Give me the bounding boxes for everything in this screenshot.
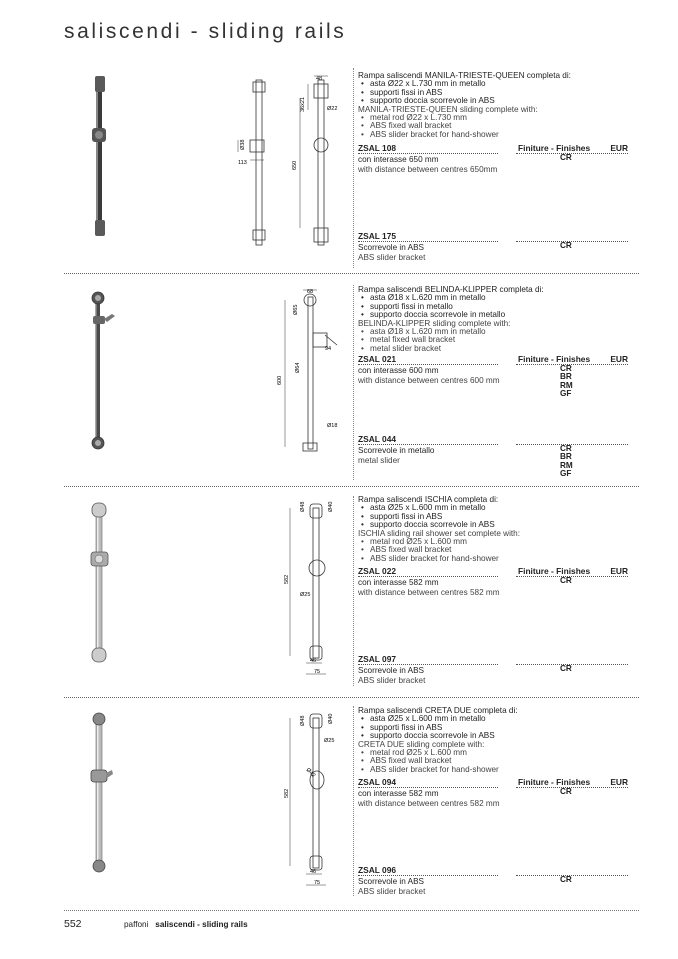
code-row: [358, 143, 628, 153]
dim-label: Ø25: [324, 738, 335, 744]
description-it: con interasse 650 mm: [358, 155, 439, 164]
finish-code: CR: [560, 664, 572, 673]
footer-brand: [124, 920, 248, 929]
product-code: ZSAL 022: [358, 566, 397, 576]
technical-drawing-belinda: [265, 285, 355, 470]
product-description: [358, 707, 628, 774]
section-divider: [64, 486, 639, 487]
technical-drawing-creta-due: [280, 708, 350, 893]
dim-label: 46: [310, 869, 317, 875]
code-description: [358, 366, 500, 385]
dim-label: 600: [277, 375, 283, 385]
code-row: [358, 777, 628, 787]
finishes-header: Finiture - Finishes: [518, 143, 591, 153]
eur-header: EUR: [610, 566, 628, 576]
list-item: • asta Ø22 x L.730 mm in metallo: [370, 80, 628, 88]
code-description: [358, 446, 434, 465]
description-intro-en: MANILA-TRIESTE-QUEEN sliding complete with:: [358, 104, 538, 114]
finish-list: [560, 365, 573, 399]
finish-list: [560, 788, 572, 796]
product-photo-ischia: [82, 500, 117, 670]
finishes-header: Finiture - Finishes: [518, 566, 591, 576]
column-separator: [353, 496, 354, 686]
dim-label: 36x21: [300, 97, 306, 112]
list-item: • ABS slider bracket for hand-shower: [370, 555, 628, 563]
eur-header: EUR: [610, 354, 628, 364]
finish-code: GF: [560, 389, 572, 399]
finish-code: CR: [560, 241, 572, 250]
description-en: ABS slider bracket: [358, 886, 426, 896]
code-description: [358, 789, 500, 808]
list-item: • asta Ø18 x L.620 mm in metallo: [370, 328, 628, 336]
code-row: [358, 865, 628, 875]
list-item: • metal slider bracket: [370, 345, 628, 353]
column-separator: [353, 68, 354, 268]
dim-label: 582: [284, 788, 290, 798]
finish-list: [560, 577, 572, 585]
dim-label: 75: [314, 880, 321, 886]
product-description: [358, 496, 628, 563]
product-code: ZSAL 108: [358, 143, 397, 153]
description-it: con interasse 600 mm: [358, 366, 439, 375]
description-en: with distance between centres 582 mm: [358, 798, 500, 808]
technical-drawing-manila: [230, 70, 345, 260]
list-item: • supporto doccia scorrevole in ABS: [370, 521, 628, 529]
product-photo-belinda: [82, 288, 117, 458]
dim-label: 94: [325, 346, 332, 352]
finishes-header: Finiture - Finishes: [518, 777, 591, 787]
product-description: [358, 72, 628, 139]
footer-section: saliscendi - sliding rails: [155, 920, 248, 929]
list-item: • supporto doccia scorrevole in metallo: [370, 311, 628, 319]
product-code: ZSAL 044: [358, 434, 397, 444]
dim-label: 75: [314, 669, 321, 675]
list-item: • metal rod Ø22 x L.730 mm: [370, 114, 628, 122]
description-en: metal slider: [358, 455, 400, 465]
finish-code: GF: [560, 469, 572, 479]
dim-label: 113: [238, 160, 247, 166]
code-description: [358, 155, 497, 174]
list-item: • supporti fissi in metallo: [370, 303, 628, 311]
column-separator: [353, 706, 354, 896]
list-item: • asta Ø25 x L.600 mm in metallo: [370, 715, 628, 723]
finish-code: BR: [560, 452, 572, 462]
dim-label: 46: [310, 658, 317, 664]
code-row: [358, 566, 628, 576]
list-item: • metal fixed wall bracket: [370, 336, 628, 344]
description-intro-it: Rampa saliscendi MANILA-TRIESTE-QUEEN completa di:: [358, 71, 571, 80]
description-it: Scorrevole in ABS: [358, 666, 424, 675]
description-intro-it: Rampa saliscendi BELINDA-KLIPPER completa di:: [358, 285, 544, 294]
description-it: Scorrevole in ABS: [358, 877, 424, 886]
list-item: • supporti fissi in ABS: [370, 89, 628, 97]
product-description: [358, 286, 628, 353]
description-en: with distance between centres 582 mm: [358, 587, 500, 597]
product-code: ZSAL 094: [358, 777, 397, 787]
product-code: ZSAL 097: [358, 654, 397, 664]
finish-code: BR: [560, 372, 572, 382]
list-item: • ABS fixed wall bracket: [370, 122, 628, 130]
dim-label: Ø64: [295, 362, 301, 373]
description-intro-it: Rampa saliscendi ISCHIA completa di:: [358, 495, 499, 504]
finish-code: CR: [560, 787, 572, 796]
technical-drawing-ischia: [280, 498, 350, 683]
description-en: with distance between centres 650mm: [358, 164, 498, 174]
list-item: • ABS fixed wall bracket: [370, 546, 628, 554]
product-code: ZSAL 021: [358, 354, 397, 364]
brand-name: paffoni: [124, 920, 149, 929]
dim-label: Ø42: [304, 767, 317, 779]
eur-header: EUR: [610, 777, 628, 787]
product-photo-manila: [86, 70, 116, 240]
footer-divider: [64, 910, 639, 911]
finish-code: CR: [560, 364, 572, 373]
eur-header: EUR: [610, 143, 628, 153]
description-intro-en: BELINDA-KLIPPER sliding complete with:: [358, 318, 511, 328]
list-item: • ABS slider bracket for hand-shower: [370, 131, 628, 139]
description-it: Scorrevole in metallo: [358, 446, 435, 455]
page-title: saliscendi - sliding rails: [64, 20, 347, 43]
description-en: with distance between centres 600 mm: [358, 375, 500, 385]
page-number: 552: [64, 918, 82, 930]
product-code: ZSAL 096: [358, 865, 397, 875]
finish-code: RM: [560, 380, 573, 390]
code-row: [358, 354, 628, 364]
dim-label: Ø22: [327, 106, 338, 112]
dim-label: Ø25: [300, 592, 311, 598]
description-it: Scorrevole in ABS: [358, 243, 424, 252]
code-row: [358, 434, 628, 444]
section-divider: [64, 697, 639, 698]
dim-label: Ø48: [300, 715, 306, 726]
list-item: • ABS slider bracket for hand-shower: [370, 766, 628, 774]
finish-list: [560, 445, 573, 479]
dim-label: Ø40: [328, 713, 334, 724]
dim-label: 582: [284, 574, 290, 584]
finish-list: [560, 876, 572, 884]
dim-label: Ø48: [300, 501, 306, 512]
description-intro-en: CRETA DUE sliding complete with:: [358, 739, 485, 749]
list-item: • asta Ø25 x L.600 mm in metallo: [370, 504, 628, 512]
description-en: ABS slider bracket: [358, 252, 426, 262]
code-description: [358, 578, 500, 597]
dim-label: 48: [316, 76, 323, 82]
finish-list: [560, 665, 572, 673]
finish-list: [560, 154, 572, 162]
list-item: • supporto doccia scorrevole in ABS: [370, 97, 628, 105]
description-intro-it: Rampa saliscendi CRETA DUE completa di:: [358, 706, 518, 715]
finish-code: CR: [560, 875, 572, 884]
code-description: [358, 243, 425, 262]
list-item: • metal rod Ø25 x L.600 mm: [370, 749, 628, 757]
list-item: • metal rod Ø25 x L.600 mm: [370, 538, 628, 546]
code-row: [358, 231, 628, 241]
list-item: • supporto doccia scorrevole in ABS: [370, 732, 628, 740]
code-description: [358, 877, 425, 896]
code-description: [358, 666, 425, 685]
finish-code: CR: [560, 576, 572, 585]
dim-label: 650: [292, 160, 298, 170]
section-divider: [64, 273, 639, 274]
list-item: • supporti fissi in ABS: [370, 513, 628, 521]
dim-label: Ø38: [240, 139, 246, 150]
list-item: • supporti fissi in ABS: [370, 724, 628, 732]
product-code: ZSAL 175: [358, 231, 397, 241]
description-intro-en: ISCHIA sliding rail shower set complete with:: [358, 528, 520, 538]
dim-label: Ø40: [328, 501, 334, 512]
finish-code: CR: [560, 153, 572, 162]
description-it: con interasse 582 mm: [358, 789, 439, 798]
dim-label: Ø18: [327, 423, 338, 429]
finish-code: CR: [560, 444, 572, 453]
description-it: con interasse 582 mm: [358, 578, 439, 587]
product-photo-creta-due: [82, 710, 117, 880]
finishes-header: Finiture - Finishes: [518, 354, 591, 364]
list-item: • ABS fixed wall bracket: [370, 757, 628, 765]
code-row: [358, 654, 628, 664]
finish-list: [560, 242, 572, 250]
finish-code: RM: [560, 460, 573, 470]
list-item: • asta Ø18 x L.620 mm in metallo: [370, 294, 628, 302]
dim-label: 68: [307, 289, 314, 295]
dim-label: Ø65: [293, 304, 299, 315]
description-en: ABS slider bracket: [358, 675, 426, 685]
